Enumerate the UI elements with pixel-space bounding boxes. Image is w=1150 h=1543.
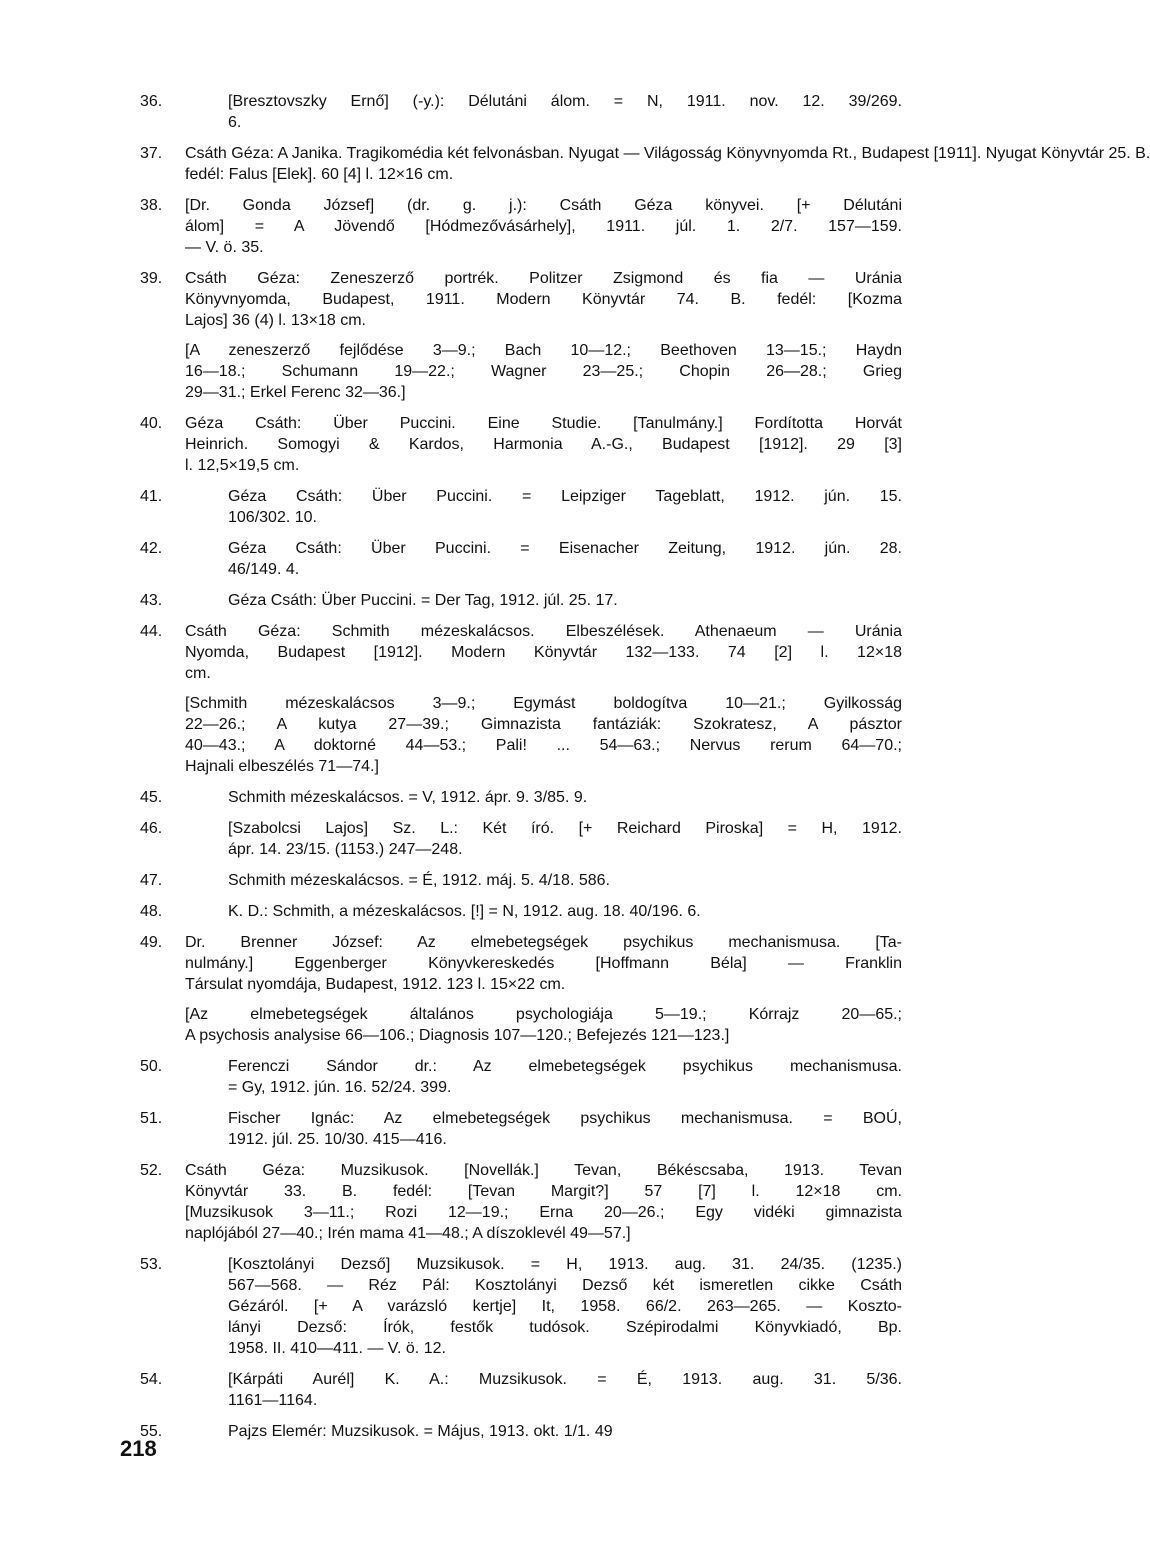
entry-number: 41. <box>140 488 163 505</box>
entry-text <box>185 621 902 777</box>
entry-text <box>185 538 902 580</box>
entry-line: 6. <box>228 114 242 131</box>
entry-text <box>185 195 902 258</box>
entry-line: Schmith mézeskalácsos. = É, 1912. máj. 5. 4/18. 586. <box>228 872 610 889</box>
entry-line: Csáth Géza: A Janika. Tragikomédia két felvonásban. Nyugat — Világosság Könyvnyomda Rt., Budapest [1911]. Nyugat Könyvtár 25. B. <box>185 145 1150 162</box>
entry-line: Ferenczi Sándor dr.: Az elmebetegségek psychikus mechanismusa. <box>228 1058 902 1075</box>
bibliography-entry <box>140 818 902 860</box>
entry-text <box>185 1108 902 1150</box>
entry-line: Csáth Géza: Schmith mézeskalácsos. Elbeszélések. Athenaeum — Uránia <box>185 623 902 640</box>
entry-number: 48. <box>140 903 163 920</box>
entry-number: 55. <box>140 1423 163 1440</box>
entry-line: Géza Csáth: Über Puccini. = Leipziger Tageblatt, 1912. jún. 15. <box>228 488 902 505</box>
bibliography-entry <box>140 901 902 922</box>
bibliography-entry <box>140 1160 902 1244</box>
entry-line: Lajos] 36 (4) l. 13×18 cm. <box>185 312 366 329</box>
entry-line: Schmith mézeskalácsos. = V, 1912. ápr. 9. 3/85. 9. <box>228 789 588 806</box>
entry-line: Társulat nyomdája, Budapest, 1912. 123 l. 15×22 cm. <box>185 976 566 993</box>
bibliography-entry <box>140 1421 902 1442</box>
bibliography-entry <box>140 1369 902 1411</box>
entry-number: 46. <box>140 820 163 837</box>
entry-line: Fischer Ignác: Az elmebetegségek psychikus mechanismusa. = BOÚ, <box>228 1110 902 1127</box>
entry-number: 38. <box>140 197 163 214</box>
entry-number: 37. <box>140 145 163 162</box>
bibliography-entry <box>140 932 902 1046</box>
entry-text <box>185 268 902 403</box>
entry-number: 42. <box>140 540 163 557</box>
entry-number: 50. <box>140 1058 163 1075</box>
entry-line: 1958. II. 410—411. — V. ö. 12. <box>228 1340 446 1357</box>
entry-number: 39. <box>140 270 163 287</box>
entry-line: [Bresztovszky Ernő] (-y.): Délutáni álom. = N, 1911. nov. 12. 39/269. <box>228 93 902 110</box>
bibliography-entry <box>140 870 902 891</box>
entry-line: Csáth Géza: Zeneszerző portrék. Politzer Zsigmond és fia — Uránia <box>185 270 902 287</box>
note-line: 22—26.; A kutya 27—39.; Gimnazista fantáziák: Szokratesz, A pásztor <box>185 716 902 733</box>
note-line: 40—43.; A doktorné 44—53.; Pali! ... 54—63.; Nervus rerum 64—70.; <box>185 737 902 754</box>
entry-line: K. D.: Schmith, a mézeskalácsos. [!] = N, 1912. aug. 18. 40/196. 6. <box>228 903 701 920</box>
note-line: [A zeneszerző fejlődése 3—9.; Bach 10—12.; Beethoven 13—15.; Haydn <box>185 342 902 359</box>
entry-text <box>185 143 1150 185</box>
note-line: [Az elmebetegségek általános psychologiája 5—19.; Kórrajz 20—65.; <box>185 1006 902 1023</box>
entry-text <box>185 1254 902 1359</box>
entry-line: 106/302. 10. <box>228 509 317 526</box>
entry-line: [Dr. Gonda József] (dr. g. j.): Csáth Géza könyvei. [+ Délutáni <box>185 197 902 214</box>
entry-contents-note <box>185 1004 902 1046</box>
bibliography-entry <box>140 268 902 403</box>
entry-line: Géza Csáth: Über Puccini. = Eisenacher Zeitung, 1912. jún. 28. <box>228 540 902 557</box>
entry-line: [Kosztolányi Dezső] Muzsikusok. = H, 1913. aug. 31. 24/35. (1235.) <box>228 1256 902 1273</box>
entry-line: [Szabolcsi Lajos] Sz. L.: Két író. [+ Reichard Piroska] = H, 1912. <box>228 820 902 837</box>
entry-text <box>185 91 902 133</box>
entry-line: = Gy, 1912. jún. 16. 52/24. 399. <box>228 1079 452 1096</box>
bibliography-entry <box>140 195 902 258</box>
entry-line: Géza Csáth: Über Puccini. = Der Tag, 1912. júl. 25. 17. <box>228 592 618 609</box>
entry-number: 44. <box>140 623 163 640</box>
entry-line: Géza Csáth: Über Puccini. Eine Studie. [Tanulmány.] Fordította Horvát <box>185 415 902 432</box>
page-number: 218 <box>120 1436 157 1461</box>
bibliography-entry <box>140 413 902 476</box>
entry-line: [Muzsikusok 3—11.; Rozi 12—19.; Erna 20—26.; Egy vidéki gimnazista <box>185 1204 902 1221</box>
entry-line: Nyomda, Budapest [1912]. Modern Könyvtár 132—133. 74 [2] l. 12×18 <box>185 644 902 661</box>
bibliography-entry <box>140 143 1150 185</box>
bibliography-entry <box>140 1254 902 1359</box>
bibliography-entry <box>140 538 902 580</box>
entry-text <box>185 1160 902 1244</box>
entry-line: Könyvtár 33. B. fedél: [Tevan Margit?] 57 [7] l. 12×18 cm. <box>185 1183 902 1200</box>
bibliography-entry <box>140 787 902 808</box>
entry-line: cm. <box>185 665 211 682</box>
entry-line: álom] = A Jövendő [Hódmezővásárhely], 1911. júl. 1. 2/7. 157—159. <box>185 218 902 235</box>
entry-text <box>185 932 902 1046</box>
entry-number: 47. <box>140 872 163 889</box>
entry-number: 54. <box>140 1371 163 1388</box>
entry-line: Csáth Géza: Muzsikusok. [Novellák.] Tevan, Békéscsaba, 1913. Tevan <box>185 1162 902 1179</box>
entry-text <box>185 787 902 808</box>
entry-line: 1161—1164. <box>228 1392 318 1409</box>
note-line: Hajnali elbeszélés 71—74.] <box>185 758 379 775</box>
entry-line: 567—568. — Réz Pál: Kosztolányi Dezső két ismeretlen cikke Csáth <box>228 1277 902 1294</box>
entry-number: 45. <box>140 789 163 806</box>
bibliography-entry <box>140 621 902 777</box>
entry-line: Dr. Brenner József: Az elmebetegségek psychikus mechanismusa. [Ta- <box>185 934 902 951</box>
entry-number: 36. <box>140 93 163 110</box>
note-line: 29—31.; Erkel Ferenc 32—36.] <box>185 384 406 401</box>
entry-line: — V. ö. 35. <box>185 239 264 256</box>
entry-contents-note <box>185 693 902 777</box>
entry-line: l. 12,5×19,5 cm. <box>185 457 300 474</box>
entry-line: Heinrich. Somogyi & Kardos, Harmonia A.-G., Budapest [1912]. 29 [3] <box>185 436 902 453</box>
bibliography-entry <box>140 486 902 528</box>
note-line: [Schmith mézeskalácsos 3—9.; Egymást boldogítva 10—21.; Gyilkosság <box>185 695 902 712</box>
bibliography-list <box>140 91 1150 1452</box>
entry-line: naplójából 27—40.; Irén mama 41—48.; A díszoklevél 49—57.] <box>185 1225 631 1242</box>
entry-line: [Kárpáti Aurél] K. A.: Muzsikusok. = É, 1913. aug. 31. 5/36. <box>228 1371 902 1388</box>
entry-number: 40. <box>140 415 163 432</box>
entry-line: ápr. 14. 23/15. (1153.) 247—248. <box>228 841 463 858</box>
entry-line: lányi Dezső: Írók, festők tudósok. Szépirodalmi Könyvkiadó, Bp. <box>228 1319 902 1336</box>
bibliography-entry <box>140 1056 902 1098</box>
entry-text <box>185 1056 902 1098</box>
entry-text <box>185 818 902 860</box>
entry-number: 49. <box>140 934 163 951</box>
entry-number: 53. <box>140 1256 163 1273</box>
entry-text <box>185 870 902 891</box>
entry-number: 52. <box>140 1162 163 1179</box>
entry-text <box>185 413 902 476</box>
bibliography-entry <box>140 590 902 611</box>
bibliography-entry <box>140 91 902 133</box>
entry-line: 1912. júl. 25. 10/30. 415—416. <box>228 1131 447 1148</box>
note-line: A psychosis analysise 66—106.; Diagnosis 107—120.; Befejezés 121—123.] <box>185 1027 730 1044</box>
entry-number: 43. <box>140 592 163 609</box>
entry-number: 51. <box>140 1110 163 1127</box>
entry-line: 46/149. 4. <box>228 561 300 578</box>
entry-text <box>185 590 902 611</box>
entry-line: fedél: Falus [Elek]. 60 [4] l. 12×16 cm. <box>185 166 454 183</box>
entry-line: Gézáról. [+ A varázsló kertje] It, 1958. 66/2. 263—265. — Koszto- <box>228 1298 902 1315</box>
entry-text <box>185 486 902 528</box>
bibliography-entry <box>140 1108 902 1150</box>
entry-text <box>185 901 902 922</box>
note-line: 16—18.; Schumann 19—22.; Wagner 23—25.; Chopin 26—28.; Grieg <box>185 363 902 380</box>
entry-text <box>185 1369 902 1411</box>
entry-text <box>185 1421 902 1442</box>
entry-line: nulmány.] Eggenberger Könyvkereskedés [Hoffmann Béla] — Franklin <box>185 955 902 972</box>
entry-line: Pajzs Elemér: Muzsikusok. = Május, 1913. okt. 1/1. 49 <box>228 1423 613 1440</box>
entry-line: Könyvnyomda, Budapest, 1911. Modern Könyvtár 74. B. fedél: [Kozma <box>185 291 902 308</box>
entry-contents-note <box>185 340 902 403</box>
